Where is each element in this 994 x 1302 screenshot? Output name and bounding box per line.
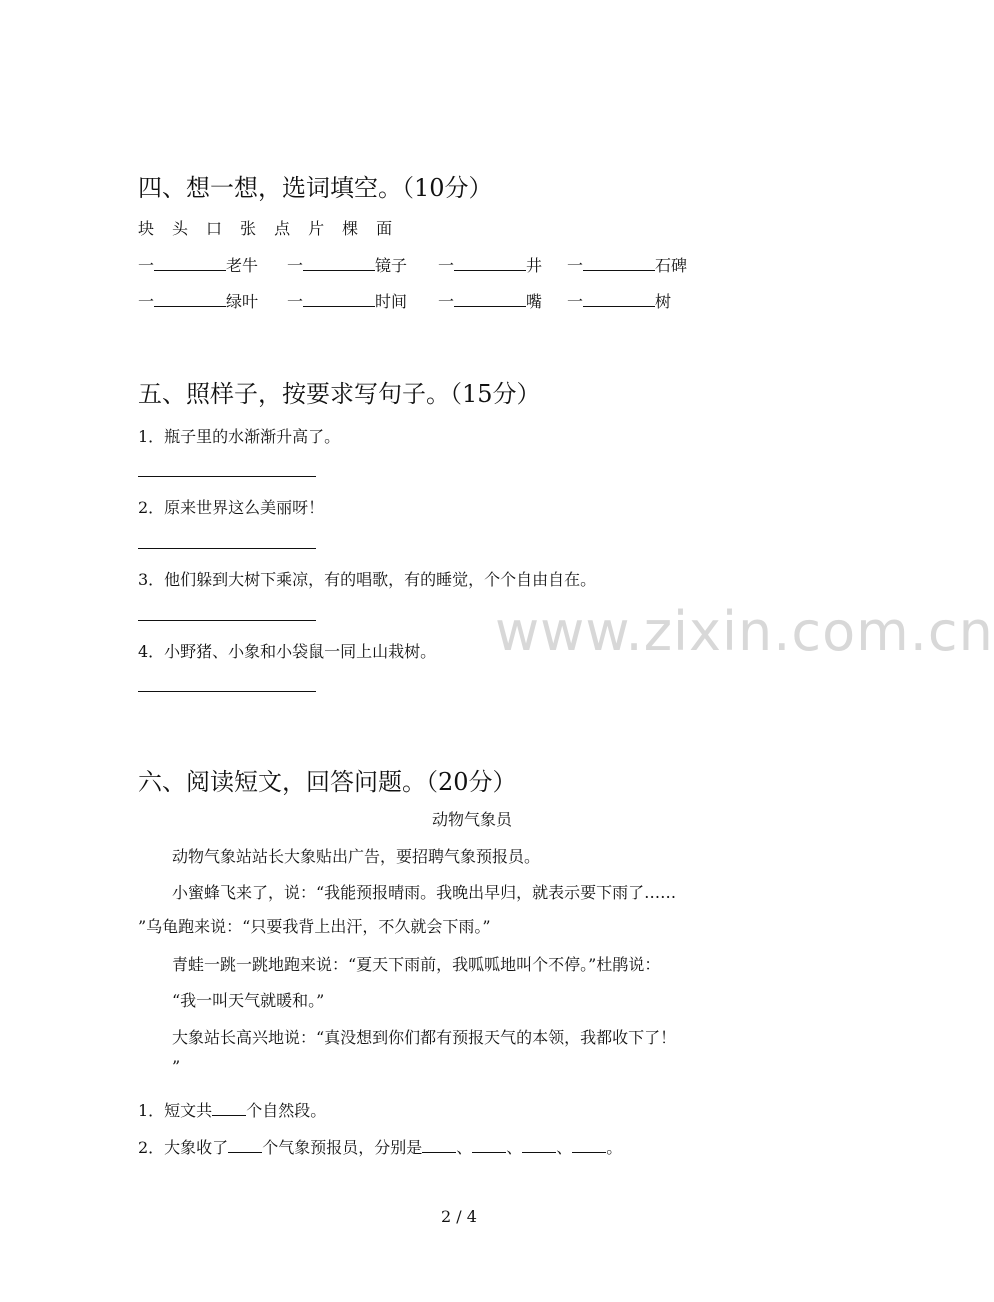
word: 口 xyxy=(206,219,223,238)
answer-blank[interactable] xyxy=(303,292,375,307)
sentence-item: 4．小野猪、小象和小袋鼠一同上山栽树。 xyxy=(138,642,437,661)
passage-paragraph: ”乌龟跑来说：“只要我背上出汗，不久就会下雨。” xyxy=(138,917,491,936)
answer-line[interactable] xyxy=(138,620,316,621)
passage-paragraph: ” xyxy=(172,1057,181,1076)
passage-paragraph: “我一叫天气就暖和。” xyxy=(172,991,325,1010)
answer-blank[interactable] xyxy=(583,256,655,271)
section6-title: 六、阅读短文，回答问题。（20分） xyxy=(138,768,517,796)
sentence-item: 1．瓶子里的水渐渐升高了。 xyxy=(138,427,341,446)
answer-blank[interactable] xyxy=(228,1138,262,1153)
word: 头 xyxy=(172,219,189,238)
sentence-item: 2．原来世界这么美丽呀！ xyxy=(138,498,325,517)
sentence-item: 3．他们躲到大树下乘凉，有的唱歌，有的睡觉，个个自由自在。 xyxy=(138,570,597,589)
fill-row-2: 一 嘴 xyxy=(438,292,543,311)
answer-line[interactable] xyxy=(138,476,316,477)
answer-line[interactable] xyxy=(138,548,316,549)
answer-blank[interactable] xyxy=(422,1138,456,1153)
fill-row-2: 一 树 xyxy=(567,292,672,311)
answer-blank[interactable] xyxy=(572,1138,606,1153)
fill-row-1: 一 井 xyxy=(438,256,543,275)
answer-blank[interactable] xyxy=(154,256,226,271)
fill-row-2: 一 绿叶 xyxy=(138,292,259,311)
passage-title: 动物气象员 xyxy=(432,810,513,829)
passage-paragraph: 小蜜蜂飞来了，说：“我能预报晴雨。我晚出早归，就表示要下雨了…… xyxy=(172,883,677,902)
word: 张 xyxy=(240,219,257,238)
question-1: 1．短文共 个自然段。 xyxy=(138,1101,327,1120)
section5-title: 五、照样子，按要求写句子。（15分） xyxy=(138,380,541,408)
question-2: 2．大象收了 个气象预报员，分别是 、 、 、 。 xyxy=(138,1138,623,1157)
page-number: 2 / 4 xyxy=(441,1207,477,1226)
answer-blank[interactable] xyxy=(454,292,526,307)
passage-paragraph: 动物气象站站长大象贴出广告，要招聘气象预报员。 xyxy=(172,847,541,866)
fill-row-1: 一 石碑 xyxy=(567,256,688,275)
word: 棵 xyxy=(342,219,359,238)
answer-blank[interactable] xyxy=(583,292,655,307)
fill-row-1: 一 镜子 xyxy=(287,256,408,275)
word: 片 xyxy=(308,219,325,238)
answer-blank[interactable] xyxy=(472,1138,506,1153)
section4-title: 四、想一想，选词填空。（10分） xyxy=(138,174,493,202)
answer-line[interactable] xyxy=(138,691,316,692)
answer-blank[interactable] xyxy=(303,256,375,271)
passage-paragraph: 大象站长高兴地说：“真没想到你们都有预报天气的本领，我都收下了！ xyxy=(172,1028,677,1047)
passage-paragraph: 青蛙一跳一跳地跑来说：“夏天下雨前，我呱呱地叫个不停。”杜鹃说： xyxy=(172,955,661,974)
fill-row-1: 一 老牛 xyxy=(138,256,259,275)
word: 块 xyxy=(138,219,155,238)
word: 点 xyxy=(274,219,291,238)
answer-blank[interactable] xyxy=(522,1138,556,1153)
fill-row-2: 一 时间 xyxy=(287,292,408,311)
answer-blank[interactable] xyxy=(154,292,226,307)
word: 面 xyxy=(376,219,393,238)
answer-blank[interactable] xyxy=(212,1101,246,1116)
answer-blank[interactable] xyxy=(454,256,526,271)
word-bank xyxy=(138,216,410,239)
watermark: www.zixin.com.cn xyxy=(495,600,994,663)
